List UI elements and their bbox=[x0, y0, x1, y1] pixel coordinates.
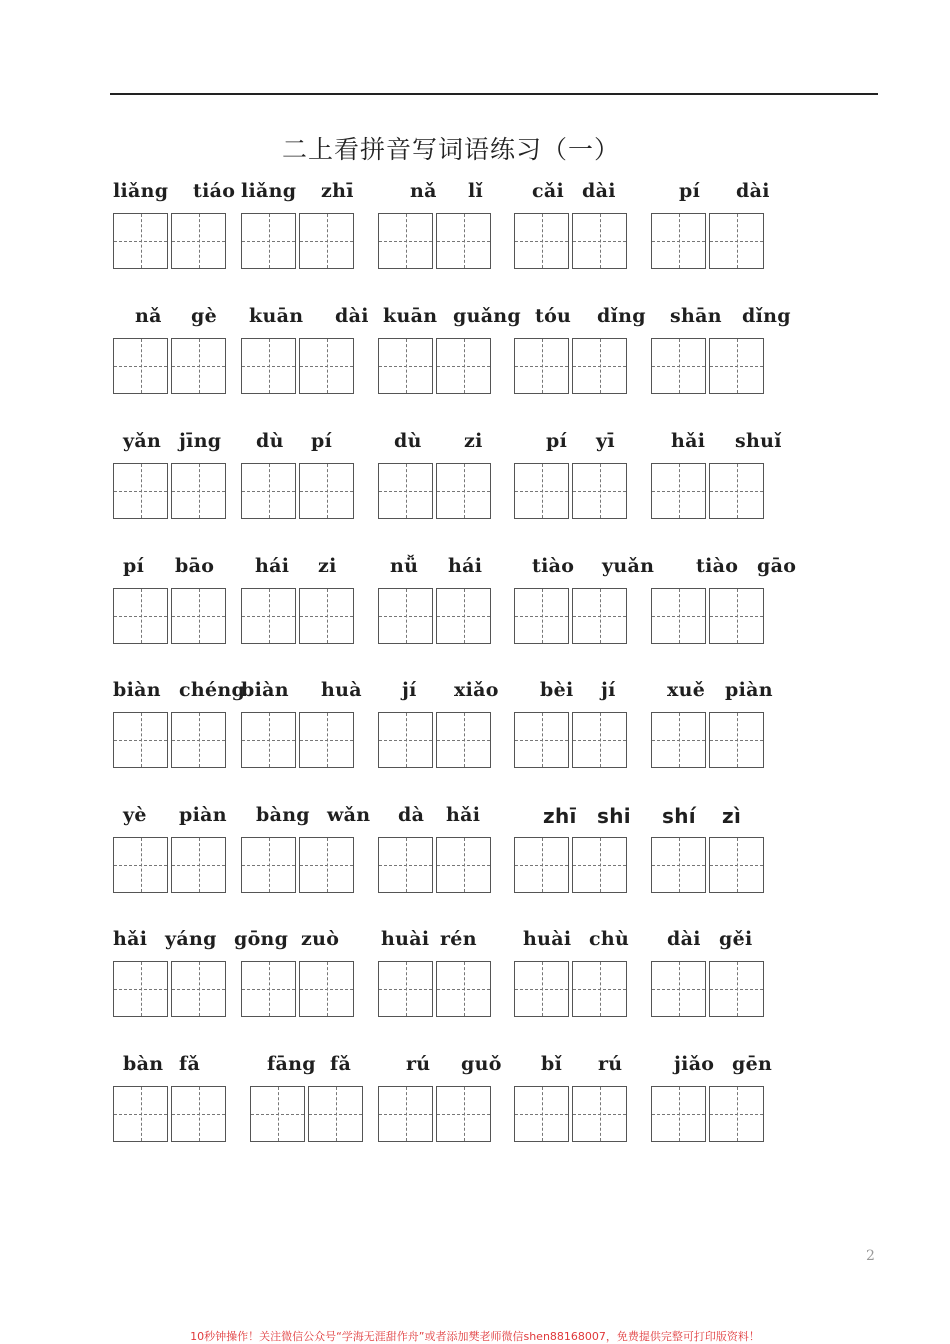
character-writing-box[interactable] bbox=[113, 961, 168, 1017]
character-writing-box[interactable] bbox=[436, 961, 491, 1017]
pinyin-syllable: hǎi bbox=[671, 430, 706, 452]
character-box-pair bbox=[241, 588, 354, 646]
character-writing-box[interactable] bbox=[241, 961, 296, 1017]
character-writing-box[interactable] bbox=[171, 213, 226, 269]
character-box-pair bbox=[378, 588, 491, 646]
pinyin-syllable: rú bbox=[406, 1053, 431, 1075]
character-writing-box[interactable] bbox=[651, 712, 706, 768]
character-writing-box[interactable] bbox=[113, 213, 168, 269]
pinyin-syllable: tiào bbox=[532, 555, 575, 577]
character-box-pair bbox=[241, 213, 354, 271]
character-writing-box[interactable] bbox=[709, 463, 764, 519]
pinyin-syllable: xiǎo bbox=[454, 679, 499, 701]
pinyin-syllable: gè bbox=[191, 305, 217, 327]
pinyin-syllable: guǎng bbox=[453, 305, 522, 327]
character-writing-box[interactable] bbox=[299, 712, 354, 768]
pinyin-syllable: jí bbox=[601, 679, 616, 701]
character-writing-box[interactable] bbox=[651, 213, 706, 269]
pinyin-syllable: bàn bbox=[123, 1053, 164, 1075]
character-writing-box[interactable] bbox=[651, 463, 706, 519]
character-writing-box[interactable] bbox=[514, 588, 569, 644]
character-box-pair bbox=[514, 338, 627, 396]
exercise-row bbox=[0, 928, 950, 1052]
character-box-pair bbox=[113, 712, 226, 770]
character-box-pair bbox=[378, 712, 491, 770]
character-writing-box[interactable] bbox=[514, 213, 569, 269]
character-writing-box[interactable] bbox=[651, 1086, 706, 1142]
pinyin-syllable: yuǎn bbox=[602, 555, 655, 577]
pinyin-syllable: dà bbox=[398, 804, 425, 826]
pinyin-syllable: yǎn bbox=[123, 430, 162, 452]
pinyin-syllable: jí bbox=[402, 679, 417, 701]
character-box-pair bbox=[378, 837, 491, 895]
character-writing-box[interactable] bbox=[709, 338, 764, 394]
exercise-row bbox=[0, 305, 950, 429]
character-writing-box[interactable] bbox=[241, 338, 296, 394]
character-writing-box[interactable] bbox=[299, 588, 354, 644]
pinyin-syllable: zi bbox=[464, 430, 483, 452]
character-writing-box[interactable] bbox=[299, 213, 354, 269]
character-writing-box[interactable] bbox=[436, 213, 491, 269]
pinyin-syllable: pí bbox=[311, 430, 333, 452]
pinyin-syllable: dù bbox=[256, 430, 284, 452]
character-writing-box[interactable] bbox=[113, 1086, 168, 1142]
pinyin-syllable: chéng bbox=[179, 679, 246, 701]
character-box-pair bbox=[514, 588, 627, 646]
pinyin-syllable: guǒ bbox=[461, 1053, 502, 1075]
character-writing-box[interactable] bbox=[514, 338, 569, 394]
character-box-pair bbox=[113, 1086, 226, 1144]
pinyin-syllable: yī bbox=[596, 430, 615, 452]
character-box-pair bbox=[651, 712, 764, 770]
character-writing-box[interactable] bbox=[250, 1086, 305, 1142]
character-box-pair bbox=[514, 213, 627, 271]
character-box-pair bbox=[651, 588, 764, 646]
character-writing-box[interactable] bbox=[709, 1086, 764, 1142]
character-writing-box[interactable] bbox=[378, 961, 433, 1017]
character-writing-box[interactable] bbox=[709, 837, 764, 893]
character-writing-box[interactable] bbox=[514, 712, 569, 768]
character-writing-box[interactable] bbox=[572, 463, 627, 519]
pinyin-syllable: zuò bbox=[301, 928, 340, 950]
character-writing-box[interactable] bbox=[171, 463, 226, 519]
pinyin-syllable: bèi bbox=[540, 679, 574, 701]
pinyin-syllable: fāng bbox=[267, 1053, 316, 1075]
character-box-pair bbox=[378, 338, 491, 396]
character-writing-box[interactable] bbox=[378, 837, 433, 893]
pinyin-syllable: dài bbox=[335, 305, 369, 327]
character-writing-box[interactable] bbox=[241, 588, 296, 644]
pinyin-syllable: tóu bbox=[535, 305, 572, 327]
character-writing-box[interactable] bbox=[241, 712, 296, 768]
pinyin-syllable: pí bbox=[679, 180, 701, 202]
pinyin-syllable: piàn bbox=[725, 679, 773, 701]
pinyin-syllable: jiǎo bbox=[674, 1053, 715, 1075]
character-box-pair bbox=[651, 463, 764, 521]
pinyin-syllable: yè bbox=[123, 804, 147, 826]
pinyin-syllable: cǎi bbox=[532, 180, 564, 202]
exercise-row bbox=[0, 555, 950, 679]
pinyin-syllable: tiào bbox=[696, 555, 739, 577]
character-writing-box[interactable] bbox=[378, 588, 433, 644]
character-box-pair bbox=[378, 213, 491, 271]
footer-note: 10秒钟操作！关注微信公众号“学海无涯甜作舟”或者添加樊老师微信shen88168007，免费提供完整可打印版资料！ bbox=[190, 1330, 760, 1343]
character-writing-box[interactable] bbox=[299, 961, 354, 1017]
pinyin-syllable: bǐ bbox=[541, 1053, 563, 1075]
pinyin-syllable: dài bbox=[667, 928, 701, 950]
pinyin-syllable: pí bbox=[123, 555, 145, 577]
character-writing-box[interactable] bbox=[113, 712, 168, 768]
character-writing-box[interactable] bbox=[709, 213, 764, 269]
character-writing-box[interactable] bbox=[572, 213, 627, 269]
pinyin-syllable: shuǐ bbox=[735, 430, 782, 452]
character-writing-box[interactable] bbox=[436, 1086, 491, 1142]
pinyin-syllable: bàng bbox=[256, 804, 310, 826]
character-writing-box[interactable] bbox=[436, 588, 491, 644]
character-writing-box[interactable] bbox=[171, 712, 226, 768]
pinyin-syllable: biàn bbox=[241, 679, 289, 701]
pinyin-syllable: tiáo bbox=[193, 180, 236, 202]
pinyin-syllable: xuě bbox=[667, 679, 706, 701]
pinyin-syllable: shān bbox=[670, 305, 722, 327]
pinyin-syllable: biàn bbox=[113, 679, 161, 701]
pinyin-syllable: jīng bbox=[179, 430, 222, 452]
exercise-row bbox=[0, 1053, 950, 1177]
character-writing-box[interactable] bbox=[113, 588, 168, 644]
pinyin-syllable: shí bbox=[662, 804, 696, 828]
character-box-pair bbox=[241, 712, 354, 770]
pinyin-syllable: chù bbox=[589, 928, 630, 950]
character-writing-box[interactable] bbox=[651, 837, 706, 893]
character-writing-box[interactable] bbox=[514, 961, 569, 1017]
pinyin-syllable: zì bbox=[722, 804, 742, 828]
pinyin-syllable: nǎ bbox=[135, 305, 162, 327]
pinyin-syllable: hǎi bbox=[446, 804, 481, 826]
character-writing-box[interactable] bbox=[241, 463, 296, 519]
pinyin-syllable: gōng bbox=[234, 928, 289, 950]
character-box-pair bbox=[651, 1086, 764, 1144]
character-box-pair bbox=[651, 213, 764, 271]
pinyin-syllable: gěi bbox=[719, 928, 753, 950]
character-writing-box[interactable] bbox=[171, 588, 226, 644]
character-writing-box[interactable] bbox=[436, 712, 491, 768]
character-box-pair bbox=[378, 1086, 491, 1144]
character-writing-box[interactable] bbox=[514, 1086, 569, 1142]
character-box-pair bbox=[378, 463, 491, 521]
character-writing-box[interactable] bbox=[241, 837, 296, 893]
character-writing-box[interactable] bbox=[572, 961, 627, 1017]
character-writing-box[interactable] bbox=[171, 837, 226, 893]
pinyin-syllable: fǎ bbox=[330, 1053, 352, 1075]
character-writing-box[interactable] bbox=[299, 338, 354, 394]
character-box-pair bbox=[113, 213, 226, 271]
pinyin-syllable: dǐng bbox=[597, 305, 646, 327]
pinyin-syllable: rén bbox=[440, 928, 477, 950]
character-box-pair bbox=[514, 1086, 627, 1144]
pinyin-syllable: dài bbox=[736, 180, 770, 202]
character-writing-box[interactable] bbox=[378, 213, 433, 269]
pinyin-syllable: hái bbox=[448, 555, 483, 577]
exercise-row bbox=[0, 679, 950, 803]
pinyin-syllable: huà bbox=[321, 679, 362, 701]
pinyin-syllable: shi bbox=[597, 804, 631, 828]
character-writing-box[interactable] bbox=[514, 837, 569, 893]
exercise-row bbox=[0, 180, 950, 304]
character-writing-box[interactable] bbox=[171, 961, 226, 1017]
page-number: 2 bbox=[866, 1248, 875, 1264]
pinyin-syllable: dài bbox=[582, 180, 616, 202]
pinyin-syllable: huài bbox=[523, 928, 572, 950]
pinyin-syllable: liǎng bbox=[113, 180, 169, 202]
character-writing-box[interactable] bbox=[113, 837, 168, 893]
pinyin-syllable: bāo bbox=[175, 555, 215, 577]
exercise-row bbox=[0, 430, 950, 554]
pinyin-syllable: fǎ bbox=[179, 1053, 201, 1075]
character-writing-box[interactable] bbox=[171, 1086, 226, 1142]
character-box-pair bbox=[250, 1086, 363, 1144]
pinyin-syllable: yáng bbox=[165, 928, 217, 950]
pinyin-syllable: gēn bbox=[732, 1053, 773, 1075]
character-box-pair bbox=[514, 837, 627, 895]
character-writing-box[interactable] bbox=[709, 961, 764, 1017]
pinyin-syllable: hái bbox=[255, 555, 290, 577]
pinyin-syllable: piàn bbox=[179, 804, 227, 826]
character-writing-box[interactable] bbox=[436, 338, 491, 394]
character-writing-box[interactable] bbox=[651, 961, 706, 1017]
pinyin-syllable: nǚ bbox=[390, 555, 419, 577]
character-writing-box[interactable] bbox=[651, 588, 706, 644]
character-writing-box[interactable] bbox=[378, 463, 433, 519]
character-box-pair bbox=[241, 338, 354, 396]
pinyin-syllable: dù bbox=[394, 430, 422, 452]
character-writing-box[interactable] bbox=[572, 837, 627, 893]
character-writing-box[interactable] bbox=[572, 712, 627, 768]
character-box-pair bbox=[514, 961, 627, 1019]
character-writing-box[interactable] bbox=[171, 338, 226, 394]
pinyin-syllable: lǐ bbox=[468, 180, 484, 202]
pinyin-syllable: pí bbox=[546, 430, 568, 452]
character-writing-box[interactable] bbox=[514, 463, 569, 519]
character-writing-box[interactable] bbox=[378, 712, 433, 768]
character-writing-box[interactable] bbox=[709, 712, 764, 768]
exercise-row bbox=[0, 804, 950, 928]
character-writing-box[interactable] bbox=[378, 338, 433, 394]
character-writing-box[interactable] bbox=[113, 338, 168, 394]
character-box-pair bbox=[514, 463, 627, 521]
character-box-pair bbox=[113, 837, 226, 895]
character-writing-box[interactable] bbox=[308, 1086, 363, 1142]
pinyin-syllable: nǎ bbox=[410, 180, 437, 202]
character-writing-box[interactable] bbox=[241, 213, 296, 269]
character-writing-box[interactable] bbox=[709, 588, 764, 644]
character-box-pair bbox=[113, 588, 226, 646]
character-writing-box[interactable] bbox=[299, 837, 354, 893]
character-writing-box[interactable] bbox=[651, 338, 706, 394]
character-box-pair bbox=[113, 463, 226, 521]
character-box-pair bbox=[241, 961, 354, 1019]
pinyin-syllable: kuān bbox=[383, 305, 438, 327]
character-box-pair bbox=[241, 837, 354, 895]
worksheet-title: 二上看拼音写词语练习（一） bbox=[281, 135, 620, 164]
pinyin-syllable: liǎng bbox=[241, 180, 297, 202]
character-box-pair bbox=[113, 961, 226, 1019]
pinyin-syllable: zhī bbox=[321, 180, 354, 202]
character-writing-box[interactable] bbox=[113, 463, 168, 519]
pinyin-syllable: zi bbox=[318, 555, 337, 577]
character-writing-box[interactable] bbox=[378, 1086, 433, 1142]
character-box-pair bbox=[378, 961, 491, 1019]
pinyin-syllable: huài bbox=[381, 928, 430, 950]
character-writing-box[interactable] bbox=[436, 837, 491, 893]
pinyin-syllable: wǎn bbox=[327, 804, 371, 826]
pinyin-syllable: gāo bbox=[757, 555, 797, 577]
character-box-pair bbox=[651, 837, 764, 895]
character-box-pair bbox=[651, 338, 764, 396]
character-writing-box[interactable] bbox=[572, 1086, 627, 1142]
character-writing-box[interactable] bbox=[572, 588, 627, 644]
character-box-pair bbox=[651, 961, 764, 1019]
pinyin-syllable: dǐng bbox=[742, 305, 791, 327]
pinyin-syllable: zhī bbox=[543, 804, 577, 828]
character-writing-box[interactable] bbox=[572, 338, 627, 394]
character-writing-box[interactable] bbox=[299, 463, 354, 519]
character-box-pair bbox=[113, 338, 226, 396]
pinyin-syllable: kuān bbox=[249, 305, 304, 327]
character-writing-box[interactable] bbox=[436, 463, 491, 519]
pinyin-syllable: rú bbox=[598, 1053, 623, 1075]
pinyin-syllable: hǎi bbox=[113, 928, 148, 950]
character-box-pair bbox=[514, 712, 627, 770]
character-box-pair bbox=[241, 463, 354, 521]
